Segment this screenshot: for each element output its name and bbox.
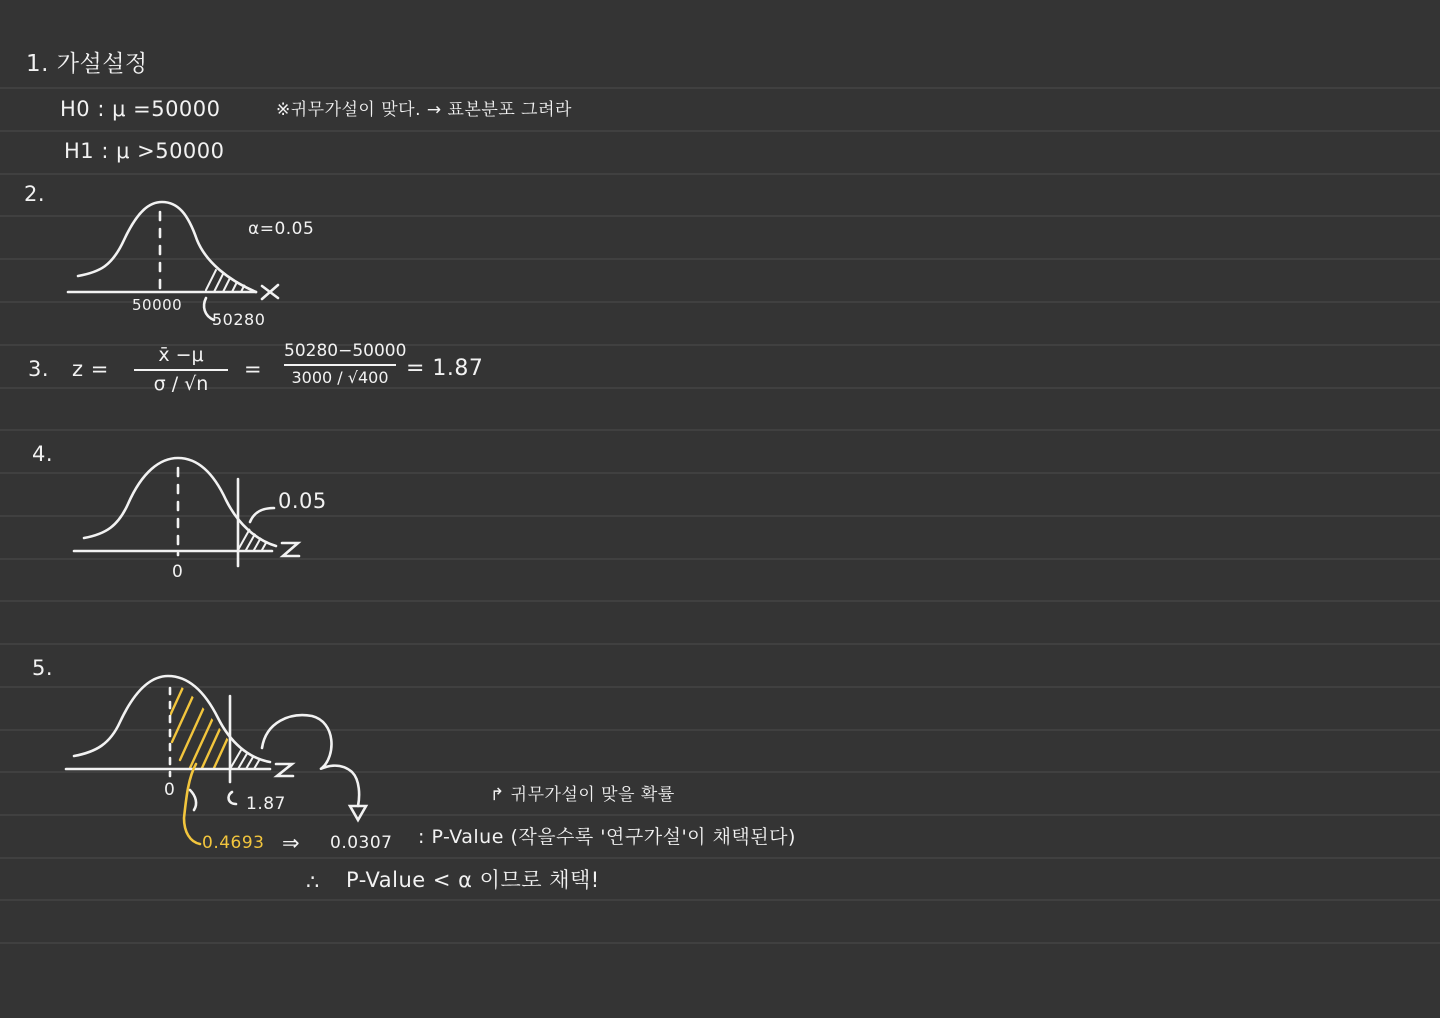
step4-heading: 4. — [32, 442, 54, 466]
tail-area-label: 0.05 — [278, 489, 327, 513]
z-result: = 1.87 — [406, 356, 484, 381]
middle-area-value: 0.4693 — [202, 833, 265, 853]
fraction-bar — [284, 364, 396, 366]
z-formula-denominator: σ / √n — [153, 373, 209, 395]
step2-heading: 2. — [24, 182, 46, 206]
z-formula-fraction — [134, 346, 228, 394]
null-hypothesis: H0 : μ =50000 — [60, 97, 221, 121]
alternative-hypothesis: H1 : μ >50000 — [64, 139, 225, 163]
conclusion-text: P-Value < α 이므로 채택! — [346, 868, 600, 892]
z-axis-label — [300, 538, 301, 539]
null-hypothesis-note: ※귀무가설이 맞다. → 표본분포 그려라 — [276, 100, 572, 120]
fraction-bar — [134, 369, 228, 371]
substitution-fraction — [284, 341, 407, 387]
implies-arrow: ⇒ — [282, 831, 301, 855]
alpha-label: α=0.05 — [248, 219, 315, 239]
p-value: 0.0307 — [330, 833, 393, 853]
equals-sign: = — [244, 357, 263, 381]
substitution-denominator: 3000 / √400 — [291, 368, 389, 387]
therefore-symbol: ∴ — [306, 870, 320, 894]
z-equals: z = — [72, 357, 109, 381]
substitution-numerator: 50280−50000 — [284, 341, 407, 361]
p-value-annotation: ↱ 귀무가설이 맞을 확률 — [490, 785, 675, 805]
mean-tick-label: 50000 — [132, 296, 183, 314]
z-value-tick: 1.87 — [246, 794, 286, 814]
z-formula-numerator: x̄ −μ — [158, 344, 204, 366]
p-value-description: : P-Value (작을수록 '연구가설'이 채택된다) — [418, 826, 796, 848]
step5-heading: 5. — [32, 656, 54, 680]
xbar-axis-label — [264, 278, 265, 279]
step1-heading: 1. 가설설정 — [26, 51, 148, 77]
step3-heading: 3. — [28, 357, 50, 381]
z-axis-label — [300, 760, 301, 761]
zero-tick: 0 — [164, 780, 176, 800]
zero-tick: 0 — [172, 562, 184, 582]
observed-tick-label: 50280 — [212, 310, 266, 329]
